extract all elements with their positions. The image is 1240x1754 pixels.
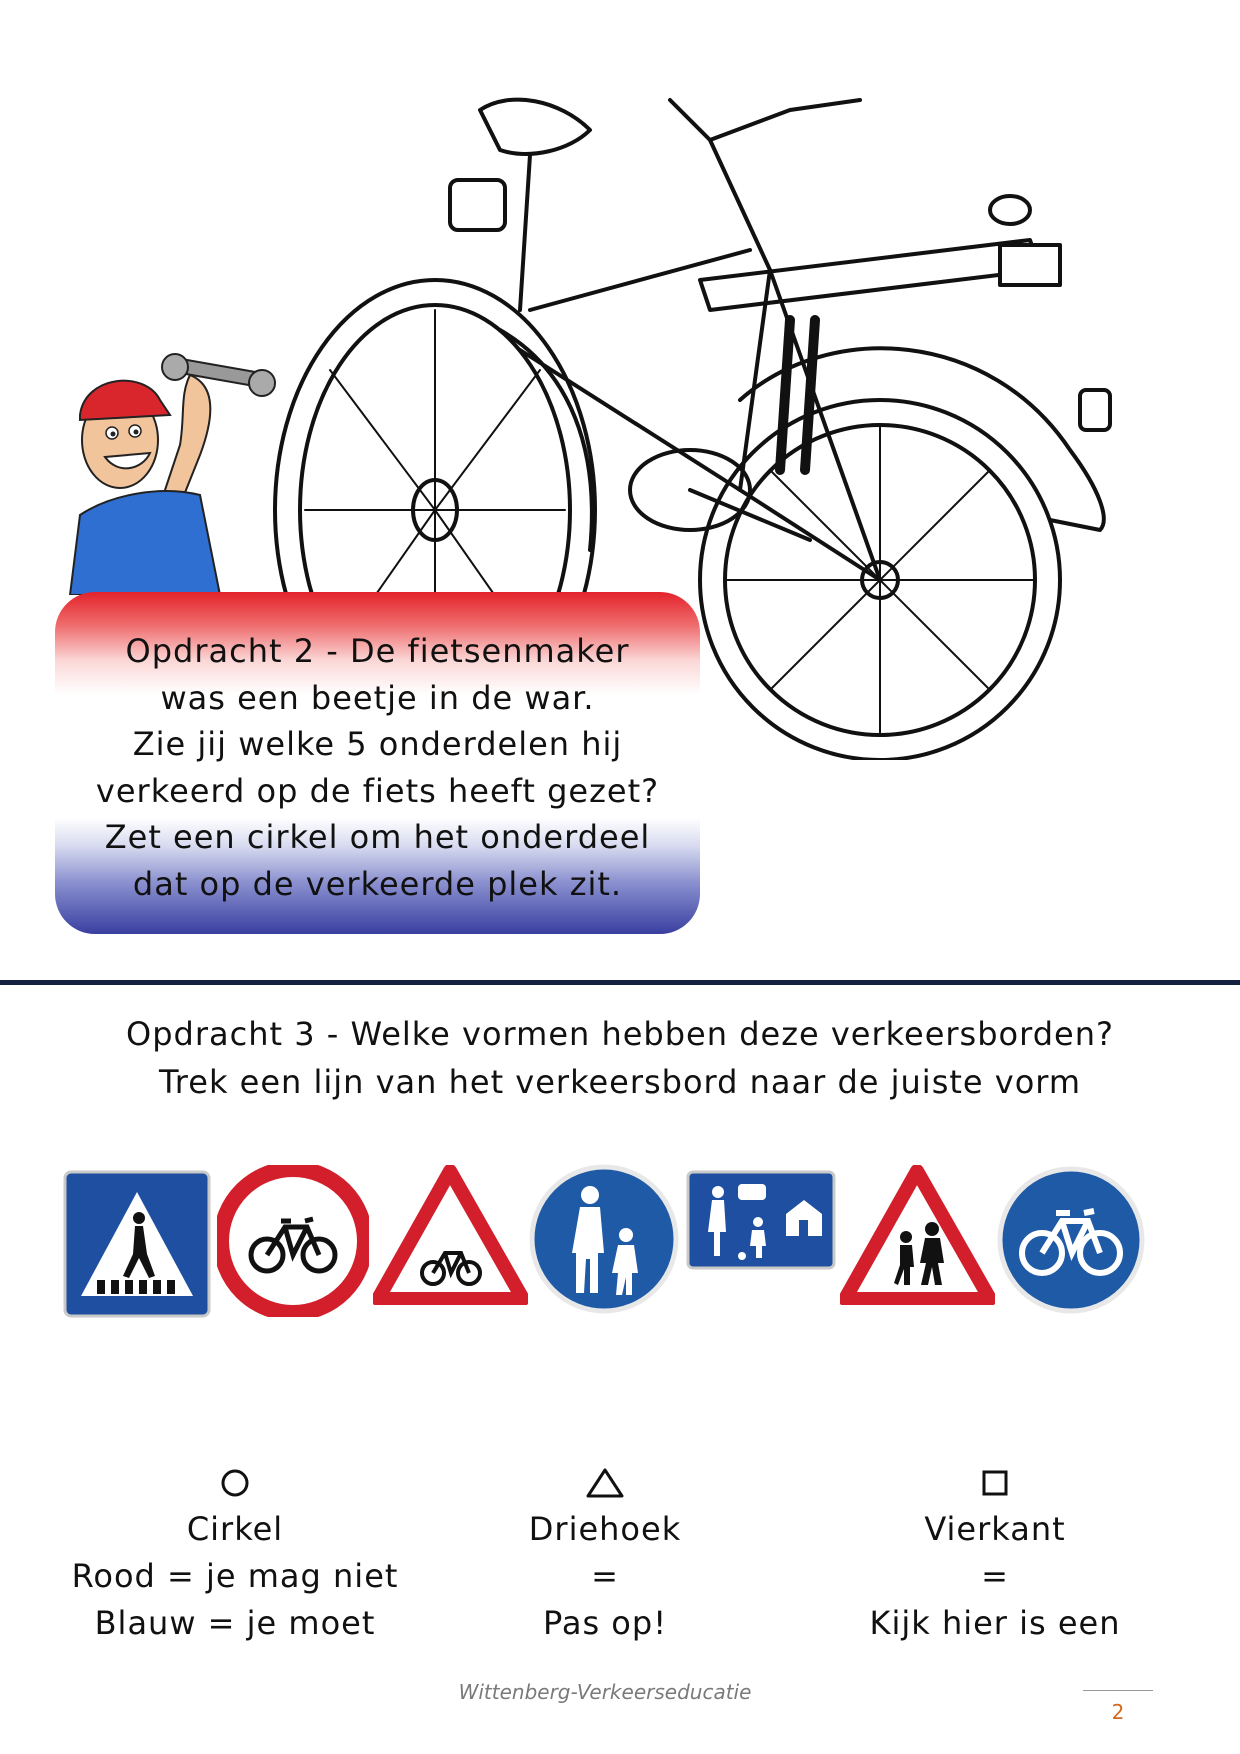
cyclists-warning-sign[interactable] [373,1165,528,1305]
legend-line: Blauw = je moet [94,1604,376,1642]
legend-title: Cirkel [186,1510,284,1548]
section-divider [0,980,1240,985]
footer-source: Wittenberg-Verkeerseducatie [458,1680,752,1704]
legend-circle [25,1460,445,1647]
triangle-shape-icon [395,1460,815,1506]
task3-line: Trek een lijn van het verkeersbord naar de juiste vorm [158,1063,1082,1101]
mechanic-illustration [50,345,290,595]
legend-title: Vierkant [924,1510,1066,1548]
task2-line: Zie jij welke 5 onderdelen hij [132,725,623,763]
legend-line: Pas op! [542,1604,668,1642]
task2-line: Zet een cirkel om het onderdeel [104,818,651,856]
circle-shape-icon [25,1460,445,1506]
legend-line: = [591,1557,619,1595]
pedestrian-path-sign[interactable] [528,1163,680,1315]
no-bicycles-sign[interactable] [217,1165,369,1317]
task2-line: Opdracht 2 - De fietsenmaker [125,632,630,670]
children-warning-sign[interactable] [840,1165,995,1305]
square-shape-icon [785,1460,1205,1506]
legend-line: Kijk hier is een [869,1604,1121,1642]
legend-triangle [395,1460,815,1647]
task2-text [55,628,700,907]
pedestrian-crossing-sign[interactable] [63,1170,211,1318]
legend-square [785,1460,1205,1647]
task2-line: verkeerd op de fiets heeft gezet? [95,771,660,810]
task2-line: dat op de verkeerde plek zit. [132,864,623,903]
legend-line: Rood = je mag niet [71,1557,399,1595]
residential-zone-sign[interactable] [686,1170,836,1270]
bicycle-path-sign[interactable] [996,1165,1146,1315]
legend-title: Driehoek [528,1510,682,1548]
page-number: 2 [1111,1700,1125,1724]
legend-line: = [981,1557,1009,1595]
task2-line: was een beetje in de war. [160,678,595,717]
page-number-rule [1083,1690,1153,1691]
task3-line: Opdracht 3 - Welke vormen hebben deze verkeersborden? [126,1015,1114,1053]
task2-instruction-box [55,592,700,934]
wrench-icon [162,354,275,396]
task3-instruction [0,1010,1240,1106]
